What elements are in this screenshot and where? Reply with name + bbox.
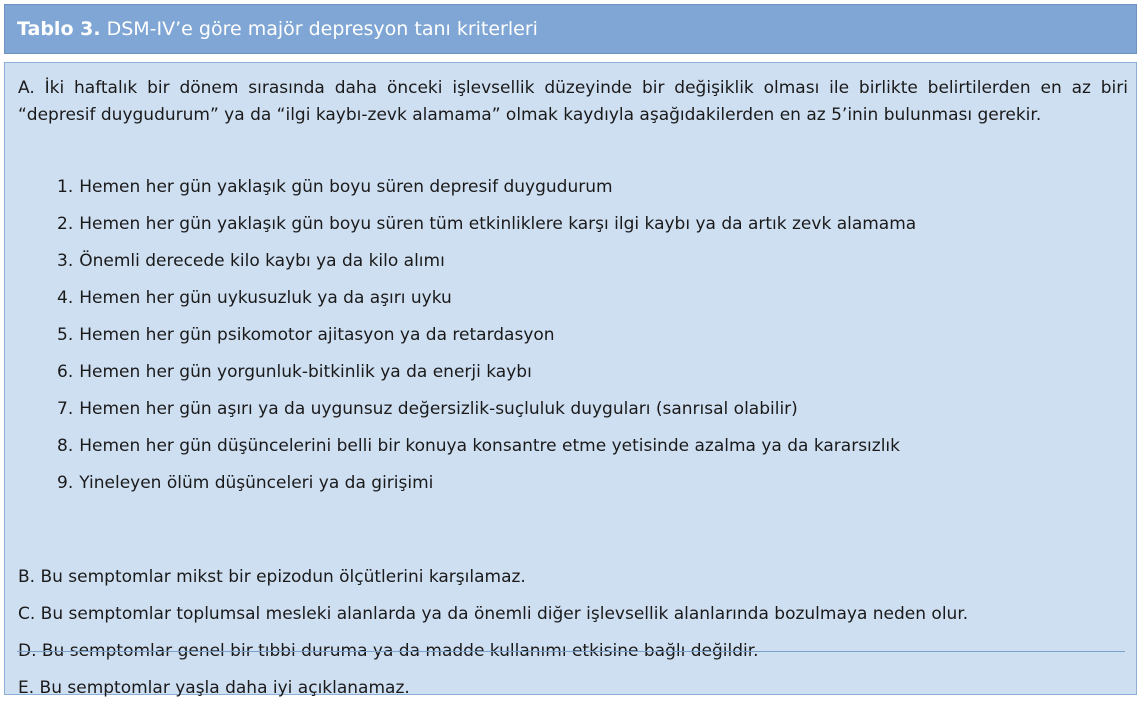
symptom-text: Hemen her gün psikomotor ajitasyon ya da retardasyon xyxy=(79,325,555,345)
criterion-d: D. Bu semptomlar genel bir tıbbi duruma ya da madde kullanımı etkisine bağlı değildir. xyxy=(18,641,759,661)
symptom-item xyxy=(5,206,1138,243)
symptom-number: 1. xyxy=(57,177,74,197)
symptom-number: 7. xyxy=(57,399,74,419)
criterion-e: E. Bu semptomlar yaşla daha iyi açıklanamaz. xyxy=(18,678,410,698)
symptom-number: 9. xyxy=(57,473,74,493)
bottom-divider xyxy=(17,651,1125,652)
symptom-text: Hemen her gün yaklaşık gün boyu süren tüm etkinliklere karşı ilgi kaybı ya da artık zevk alamama xyxy=(79,214,917,234)
symptom-text: Hemen her gün yorgunluk-bitkinlik ya da enerji kaybı xyxy=(79,362,532,382)
table-header xyxy=(4,4,1137,54)
symptom-item xyxy=(5,280,1138,317)
symptom-item xyxy=(5,428,1138,465)
table-3 xyxy=(4,4,1137,698)
criterion-b: B. Bu semptomlar mikst bir epizodun ölçütlerini karşılamaz. xyxy=(18,567,526,587)
symptom-number: 6. xyxy=(57,362,74,382)
table-body xyxy=(4,62,1137,698)
criterion-a: A. İki haftalık bir dönem sırasında daha önceki işlevsellik düzeyinde bir değişiklik olması ile birlikte belirtilerden en az biri “depresif duygudurum” ya da “ilgi kaybı-zevk alamama” olmak kaydıyla aşağıdakilerden en az 5’inin bulunması gerekir. xyxy=(18,78,1128,125)
symptom-number: 3. xyxy=(57,251,74,271)
criterion-c: C. Bu semptomlar toplumsal mesleki alanlarda ya da önemli diğer işlevsellik alanlarında bozulmaya neden olur. xyxy=(18,604,969,624)
table-number: Tablo 3. xyxy=(17,18,101,40)
criteria-list xyxy=(18,559,1128,707)
symptom-text: Hemen her gün uykusuzluk ya da aşırı uyku xyxy=(79,288,452,308)
symptom-item xyxy=(5,465,1138,502)
symptom-item xyxy=(5,354,1138,391)
symptom-item xyxy=(5,391,1138,428)
table-title: DSM-IV’e göre majör depresyon tanı kriterleri xyxy=(100,18,538,40)
symptom-text: Yineleyen ölüm düşünceleri ya da girişimi xyxy=(79,473,434,493)
symptom-number: 2. xyxy=(57,214,74,234)
symptom-item xyxy=(5,169,1138,206)
symptom-number: 8. xyxy=(57,436,74,456)
symptom-item xyxy=(5,317,1138,354)
symptom-number: 4. xyxy=(57,288,74,308)
symptom-list xyxy=(5,169,1138,502)
symptom-text: Hemen her gün aşırı ya da uygunsuz değersizlik-suçluluk duyguları (sanrısal olabilir) xyxy=(79,399,798,419)
symptom-text: Hemen her gün yaklaşık gün boyu süren depresif duygudurum xyxy=(79,177,613,197)
symptom-text: Önemli derecede kilo kaybı ya da kilo alımı xyxy=(79,251,445,271)
symptom-item xyxy=(5,243,1138,280)
symptom-text: Hemen her gün düşüncelerini belli bir konuya konsantre etme yetisinde azalma ya da kararsızlık xyxy=(79,436,900,456)
symptom-number: 5. xyxy=(57,325,74,345)
